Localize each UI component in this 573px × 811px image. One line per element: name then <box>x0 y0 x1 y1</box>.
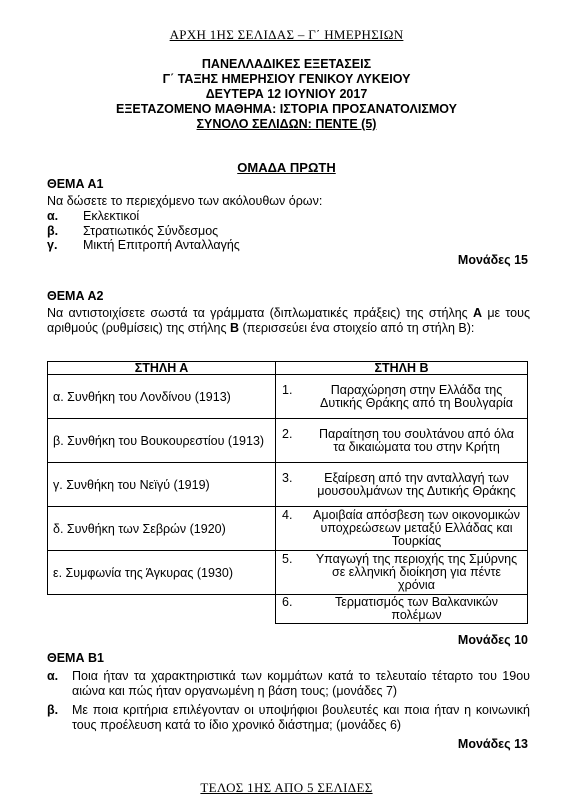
column-b-number: 5. <box>282 552 293 566</box>
column-a-item: α. Συνθήκη του Λονδίνου (1913) <box>48 375 276 419</box>
page-header: ΑΡΧΗ 1ΗΣ ΣΕΛΙΔΑΣ – Γ΄ ΗΜΕΡΗΣΙΩΝ <box>169 27 404 42</box>
column-b-number: 3. <box>282 470 293 485</box>
empty-cell <box>48 595 276 624</box>
question-letter: α. <box>47 669 59 683</box>
column-b-header: ΣΤΗΛΗ Β <box>276 362 528 375</box>
exam-title-line: ΣΥΝΟΛΟ ΣΕΛΙΔΩΝ: ΠΕΝΤΕ (5) <box>196 117 377 131</box>
column-b-text: Εξαίρεση από την ανταλλαγή των μουσουλμάνων της Δυτικής Θράκης <box>317 470 516 498</box>
units-b1: Μονάδες 13 <box>457 737 528 751</box>
term-letter: γ. <box>47 238 58 252</box>
term-text: Μικτή Επιτροπή Ανταλλαγής <box>83 238 240 252</box>
column-a-item: δ. Συνθήκη των Σεβρών (1920) <box>48 507 276 551</box>
column-a-item: β. Συνθήκη του Βουκουρεστίου (1913) <box>48 419 276 463</box>
theme-a1-instruction: Να δώσετε το περιεχόμενο των ακόλουθων όρων: <box>47 194 323 208</box>
units-a1: Μονάδες 15 <box>457 253 528 267</box>
term-letter: β. <box>47 224 59 238</box>
term-text: Στρατιωτικός Σύνδεσμος <box>83 224 219 238</box>
column-b-text: Παραχώρηση στην Ελλάδα της Δυτικής Θράκης από τη Βουλγαρία <box>320 382 513 410</box>
units-a2: Μονάδες 10 <box>457 633 528 647</box>
question-item <box>47 703 530 733</box>
theme-a2-instruction: Να αντιστοιχίσετε σωστά τα γράμματα (διπλωματικές πράξεις) της στήλης Α με τους αριθμούς (ρυθμίσεις) της στήλης Β (περισσεύει ένα στοιχείο από τη στήλη Β): <box>47 306 530 335</box>
question-item <box>47 669 530 699</box>
matching-table <box>47 361 528 624</box>
group-title: ΟΜΑΔΑ ΠΡΩΤΗ <box>237 160 336 175</box>
column-b-item <box>276 551 528 595</box>
column-b-text: Τερματισμός των Βαλκανικών πολέμων <box>335 595 498 622</box>
theme-a2-title: ΘΕΜΑ Α2 <box>47 289 104 303</box>
theme-b1-title: ΘΕΜΑ Β1 <box>47 651 104 665</box>
term-item <box>47 209 139 224</box>
column-b-text: Υπαγωγή της περιοχής της Σμύρνης σε ελληνική διοίκηση για πέντε χρόνια <box>315 552 518 592</box>
term-letter: α. <box>47 209 59 223</box>
exam-title-line: ΕΞΕΤΑΖΟΜΕΝΟ ΜΑΘΗΜΑ: ΙΣΤΟΡΙΑ ΠΡΟΣΑΝΑΤΟΛΙΣΜΟΥ <box>116 102 457 116</box>
column-b-item <box>276 375 528 419</box>
question-text: Ποια ήταν τα χαρακτηριστικά των κομμάτων κατά το τελευταίο τέταρτο του 19ου αιώνα και πώς ήταν οργανωμένη η βάση τους; (μονάδες 7) <box>72 669 530 698</box>
term-item <box>47 224 218 239</box>
exam-title-line: ΠΑΝΕΛΛΑΔΙΚΕΣ ΕΞΕΤΑΣΕΙΣ <box>201 57 372 71</box>
column-a-item: γ. Συνθήκη του Νεϊγύ (1919) <box>48 463 276 507</box>
column-b-number: 4. <box>282 508 293 522</box>
column-b-number: 6. <box>282 595 293 609</box>
question-text: Με ποια κριτήρια επιλέγονταν οι υποψήφιοι βουλευτές και ποια ήταν η κοινωνική τους προέλευση κατά το ίδιο χρονικό διάστημα; (μονάδες 6) <box>72 703 530 732</box>
column-b-number: 2. <box>282 426 293 441</box>
question-letter: β. <box>47 703 59 717</box>
column-b-number: 1. <box>282 382 293 397</box>
term-text: Εκλεκτικοί <box>83 209 140 223</box>
exam-title-block <box>0 57 573 132</box>
column-a-header: ΣΤΗΛΗ Α <box>48 362 276 375</box>
column-b-item <box>276 595 528 624</box>
column-b-item <box>276 419 528 463</box>
column-b-item <box>276 463 528 507</box>
column-b-text: Αμοιβαία απόσβεση των οικονομικών υποχρεώσεων μεταξύ Ελλάδας και Τουρκίας <box>313 508 520 548</box>
exam-title-line: ΔΕΥΤΕΡΑ 12 ΙΟΥΝΙΟΥ 2017 <box>205 87 368 101</box>
exam-title-line: Γ΄ ΤΑΞΗΣ ΗΜΕΡΗΣΙΟΥ ΓΕΝΙΚΟΥ ΛΥΚΕΙΟΥ <box>162 72 411 86</box>
column-b-item <box>276 507 528 551</box>
theme-a1-title: ΘΕΜΑ Α1 <box>47 177 104 191</box>
page-footer: ΤΕΛΟΣ 1ΗΣ ΑΠΟ 5 ΣΕΛΙΔΕΣ <box>200 780 373 795</box>
column-a-item: ε. Συμφωνία της Άγκυρας (1930) <box>48 551 276 595</box>
term-item <box>47 238 240 253</box>
column-b-text: Παραίτηση του σουλτάνου από όλα τα δικαιώματα του στην Κρήτη <box>319 426 514 454</box>
